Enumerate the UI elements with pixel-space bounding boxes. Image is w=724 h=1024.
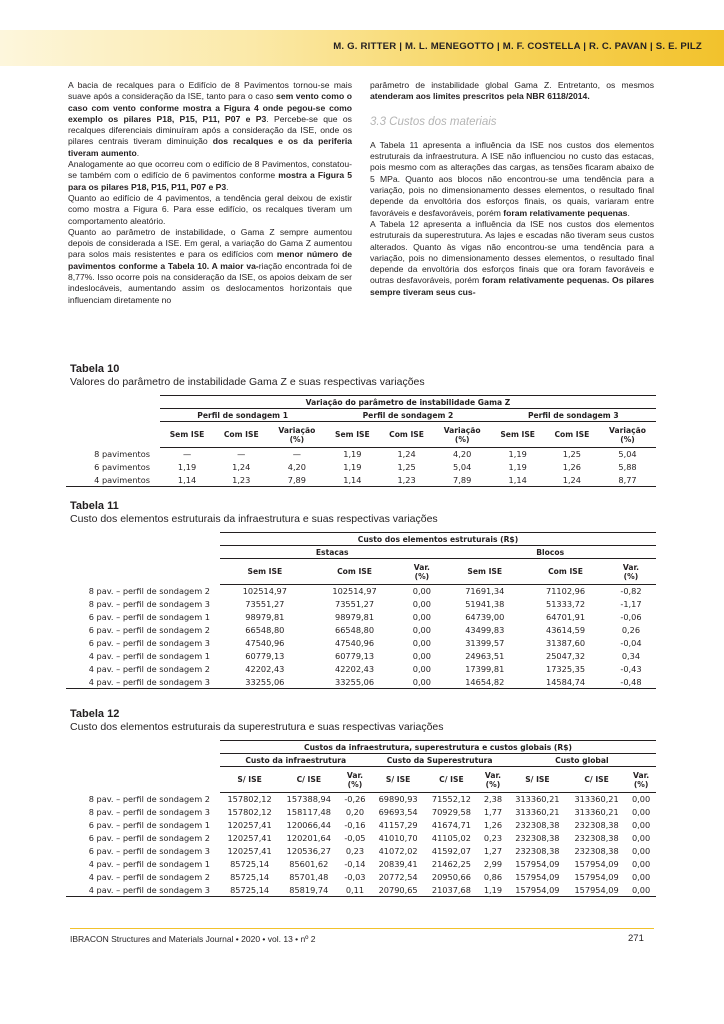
table-cell: 0,00 (631, 820, 651, 830)
table-cell: 0,34 (621, 651, 641, 661)
table-cell: 120257,41 (227, 846, 272, 856)
table-cell: 1,26 (483, 820, 503, 830)
row-label: 4 pav. – perfil de sondagem 2 (88, 872, 210, 882)
table-cell: 0,23 (345, 846, 365, 856)
group-header: Custo dos elementos estruturais (R$) (220, 533, 656, 546)
page-number: 271 (628, 933, 644, 944)
table-row (66, 884, 656, 897)
table-cell: 5,04 (453, 462, 472, 472)
table-cell: 60779,13 (245, 651, 285, 661)
left-paragraph: Analogamente ao que ocorreu com o edifício de 8 Pavimentos, constatou-se também com o edifício de 6 pavimentos conforme mostra a Figura 5 para os pilares P18, P15, P11, P07 e P3. (68, 159, 353, 192)
row-label: 6 pav. – perfil de sondagem 3 (88, 638, 210, 648)
subgroup-header: Perfil de sondagem 2 (325, 409, 490, 422)
table-cell: 120257,41 (227, 820, 272, 830)
table-cell: 98979,81 (245, 612, 285, 622)
row-label: 4 pav. – perfil de sondagem 3 (66, 884, 220, 897)
table-cell: 1,25 (397, 462, 416, 472)
table-cell: 21462,25 (431, 859, 471, 869)
table-cell: 85819,74 (279, 884, 338, 897)
table-cell: -1,17 (620, 599, 642, 609)
blank-cell (66, 754, 220, 767)
column-header: Sem ISE (160, 422, 214, 448)
column-header: Com ISE (310, 559, 400, 585)
table-row (66, 474, 656, 487)
table-cell: 4,20 (453, 449, 472, 460)
table-cell: 64701,91 (545, 612, 586, 622)
table-cell: 232308,38 (574, 820, 619, 830)
right-paragraph: A Tabela 11 apresenta a influência da ISE nos custos dos elementos estruturais da infraestrutura. A ISE não influenciou no custo das estacas, pois mesmo com as alterações das cargas, as tensões ficaram abaixo de 5 MPa. Quanto aos blocos não encontrou-se uma tendência para a variação, pois no dimensionamento desses elementos, o resultado final depende da envoltória dos esforços finais, os quais, variaram entre favoráveis e desfavoráveis, porém foram relativamente pequenas. (370, 139, 654, 218)
table10-caption (70, 363, 425, 388)
table-row (66, 448, 656, 461)
table-row (66, 676, 656, 689)
table-cell: 66548,80 (334, 625, 375, 635)
table-cell: 1,19 (508, 449, 527, 460)
table12 (66, 740, 656, 897)
table-row (66, 611, 656, 624)
blank-cell (66, 546, 220, 559)
table-row (66, 806, 656, 819)
blank-cell (66, 396, 160, 409)
table-cell: -0,48 (606, 676, 656, 689)
table-cell: — (237, 449, 246, 460)
table-cell: 1,14 (325, 474, 379, 487)
column-header: Com ISE (545, 422, 599, 448)
section-title: 3.3 Custos dos materiais (370, 115, 497, 128)
table-cell: 71552,12 (431, 794, 471, 805)
table-cell: 20950,66 (431, 872, 471, 882)
table-cell: 20839,41 (378, 859, 418, 869)
table-cell: 232308,38 (515, 846, 560, 856)
table-cell: 42202,43 (245, 664, 285, 674)
row-label: 6 pavimentos (94, 462, 150, 472)
column-header: S/ ISE (508, 767, 567, 793)
table-cell: -0,16 (344, 820, 366, 830)
table-cell: 157954,09 (508, 884, 567, 897)
table-cell: 0,20 (345, 807, 365, 817)
table-cell: 232308,38 (515, 833, 560, 843)
table-row (66, 663, 656, 676)
table-cell: 41592,07 (431, 846, 471, 856)
table-cell: 232308,38 (515, 820, 560, 830)
table-cell: 33255,06 (310, 676, 400, 689)
table-cell: 2,99 (483, 859, 503, 869)
table12-number: Tabela 12 (70, 708, 120, 720)
row-label: 4 pav. – perfil de sondagem 1 (88, 651, 210, 661)
table-cell: -0,03 (344, 872, 366, 882)
table-cell: 0,00 (631, 872, 651, 882)
table12-caption (70, 708, 444, 733)
column-header: Com ISE (214, 422, 268, 448)
column-header: Sem ISE (444, 559, 525, 585)
table-cell: 14584,74 (525, 676, 606, 689)
left-paragraph: Quanto ao edifício de 4 pavimentos, a tendência geral deixou de existir como mostra a Figura 6. Para esse edifício, os recalques tiveram um comportamento aleatório. (68, 192, 352, 226)
table-cell: 1,19 (508, 462, 527, 472)
table-cell: 73551,27 (245, 599, 285, 609)
table-cell: 33255,06 (220, 676, 310, 689)
column-header: Var. (%) (478, 767, 508, 793)
table-cell: 1,24 (397, 449, 416, 460)
table-row (66, 637, 656, 650)
footer-rule (70, 928, 654, 929)
row-label: 6 pav. – perfil de sondagem 2 (88, 625, 210, 635)
column-header: Variação (%) (599, 422, 656, 448)
table-cell: 7,89 (434, 474, 491, 487)
table12-title: Custo dos elementos estruturais da superestrutura e suas respectivas variações (70, 721, 444, 733)
table-cell: 1,25 (562, 449, 581, 460)
table-cell: 1,19 (343, 462, 362, 472)
table-cell: 5,04 (618, 449, 637, 460)
column-header: Com ISE (525, 559, 606, 585)
table-cell: 71102,96 (545, 586, 586, 597)
table-row (66, 585, 656, 598)
column-header: Sem ISE (491, 422, 545, 448)
blank-cell (66, 409, 160, 422)
table-cell: 0,23 (483, 833, 503, 843)
row-label: 8 pav. – perfil de sondagem 3 (88, 599, 210, 609)
table-cell: 41157,29 (378, 820, 418, 830)
column-header: Sem ISE (220, 559, 310, 585)
table-cell: -0,26 (344, 794, 366, 805)
subgroup-header: Custo da Superestrutura (371, 754, 507, 767)
table-cell: 47540,96 (245, 638, 285, 648)
table11-caption (70, 500, 438, 525)
table-cell: 120536,27 (286, 846, 331, 856)
table10-number: Tabela 10 (70, 363, 120, 375)
table-cell: 70929,58 (431, 807, 471, 817)
row-label: 6 pav. – perfil de sondagem 1 (88, 820, 210, 830)
row-label: 4 pav. – perfil de sondagem 1 (88, 859, 210, 869)
row-label: 6 pav. – perfil de sondagem 3 (88, 846, 210, 856)
table-cell: 0,00 (626, 884, 656, 897)
table-cell: 1,14 (160, 474, 214, 487)
table-cell: -0,05 (344, 833, 366, 843)
table-cell: -0,43 (620, 664, 642, 674)
table-row (66, 858, 656, 871)
table-cell: 232308,38 (574, 846, 619, 856)
column-header: C/ ISE (425, 767, 478, 793)
table-row (66, 461, 656, 474)
row-label: 8 pav. – perfil de sondagem 3 (88, 807, 210, 817)
table-cell: 1,77 (483, 807, 503, 817)
table-cell: 313360,21 (515, 807, 560, 817)
subgroup-header: Perfil de sondagem 1 (160, 409, 325, 422)
table-cell: 69890,93 (378, 794, 418, 805)
table-cell: 0,86 (483, 872, 503, 882)
column-header: Sem ISE (325, 422, 379, 448)
column-header: C/ ISE (567, 767, 626, 793)
table11-title: Custo dos elementos estruturais da infraestrutura e suas respectivas variações (70, 513, 438, 525)
table-cell: 1,24 (545, 474, 599, 487)
table-row (66, 650, 656, 663)
table-cell: 120257,41 (227, 833, 272, 843)
table-cell: 0,00 (412, 651, 431, 661)
table-row (66, 598, 656, 611)
subgroup-header: Perfil de sondagem 3 (491, 409, 656, 422)
table-cell: 0,26 (621, 625, 641, 635)
table-cell: 51941,38 (465, 599, 505, 609)
table-row (66, 793, 656, 806)
table-cell: 47540,96 (334, 638, 375, 648)
table-cell: 0,00 (412, 664, 431, 674)
table-cell: 43614,59 (545, 625, 586, 635)
table-cell: 157954,09 (567, 884, 626, 897)
table-cell: 0,00 (631, 846, 651, 856)
table-cell: 85725,14 (220, 884, 279, 897)
table-cell: 0,00 (412, 586, 431, 597)
table-cell: 1,26 (562, 462, 581, 472)
table-row (66, 832, 656, 845)
row-label: 6 pav. – perfil de sondagem 2 (88, 833, 210, 843)
table-cell: — (292, 449, 301, 460)
table-row (66, 845, 656, 858)
table-cell: 8,77 (599, 474, 656, 487)
table-cell: 157802,12 (227, 807, 272, 817)
subgroup-header: Custo global (508, 754, 656, 767)
table11-number: Tabela 11 (70, 500, 119, 512)
row-label: 6 pav. – perfil de sondagem 1 (88, 612, 210, 622)
table-cell: 1,19 (478, 884, 508, 897)
right-intro-paragraph: parâmetro de instabilidade global Gama Z. Entretanto, os mesmos atenderam aos limites prescritos pela NBR 6118/2014. (370, 80, 654, 102)
table-cell: 25047,32 (545, 651, 586, 661)
table-cell: 85601,62 (289, 859, 329, 869)
table-cell: 41674,71 (431, 820, 471, 830)
table-cell: 42202,43 (334, 664, 375, 674)
table10 (66, 395, 656, 487)
table-cell: 120201,64 (286, 833, 331, 843)
table-cell: 0,00 (631, 807, 651, 817)
table-cell: 157954,09 (515, 859, 560, 869)
group-header: Variação do parâmetro de instabilidade Gama Z (160, 396, 656, 409)
column-header: Var. (%) (338, 767, 371, 793)
column-header: C/ ISE (279, 767, 338, 793)
row-label: 8 pav. – perfil de sondagem 2 (88, 586, 210, 596)
table-cell: 1,19 (343, 449, 362, 460)
table-cell: 69693,54 (378, 807, 418, 817)
table-cell: 17325,35 (545, 664, 586, 674)
table-cell: -0,14 (344, 859, 366, 869)
table-cell: 157954,09 (515, 872, 560, 882)
left-paragraph: A bacia de recalques para o Edifício de 8 Pavimentos tornou-se mais suave após a consideração da ISE, tanto para o caso sem vento como o caso com vento conforme mostra a Figura 4 onde pegou-se como exemplo os pilares P18, P15, P11, P07 e P3. Percebe-se que os recalques diferenciais diminuíram após a consideração da ISE, onde os pilares centrais tiveram diminuição dos recalques e os da periferia tiveram aumento. (68, 80, 352, 158)
table-row (66, 871, 656, 884)
table-cell: 102514,97 (332, 586, 377, 597)
table-cell: 0,00 (399, 676, 444, 689)
table-row (66, 819, 656, 832)
subgroup-header: Estacas (220, 546, 444, 559)
table-cell: 5,88 (618, 462, 637, 472)
subgroup-header: Custo da infraestrutura (220, 754, 371, 767)
table-cell: 7,89 (268, 474, 325, 487)
left-paragraph: Quanto ao parâmetro de instabilidade, o Gama Z sempre aumentou depois de considerada a ISE. Em geral, a variação do Gama Z aumentou para solos mais resistentes e para os edifícios com menor número de pavimentos conforme a Tabela 10. A maior va-riação encontrada foi de 8,77%. Isso ocorre pois na consideração da ISE, os apoios deixam de ser indeslocáveis, aumentando assim os deslocamentos horizontais que influenciam diretamente no (68, 226, 352, 305)
blank-cell (66, 422, 160, 448)
table-cell: 17399,81 (465, 664, 505, 674)
row-label: 4 pav. – perfil de sondagem 2 (88, 664, 210, 674)
table-cell: 313360,21 (515, 794, 560, 805)
table-cell: 31387,60 (545, 638, 586, 648)
table-cell: 232308,38 (574, 833, 619, 843)
column-header: Com ISE (379, 422, 433, 448)
row-label: 8 pavimentos (94, 449, 150, 459)
row-label: 4 pav. – perfil de sondagem 3 (66, 676, 220, 689)
row-label: 8 pav. – perfil de sondagem 2 (88, 794, 210, 804)
table-cell: 157954,09 (574, 872, 619, 882)
table-cell: 85725,14 (230, 859, 270, 869)
header-bar (0, 30, 724, 66)
table-cell: 24963,51 (465, 651, 505, 661)
table-cell: 120066,44 (286, 820, 331, 830)
table-cell: 73551,27 (334, 599, 375, 609)
right-paragraph: A Tabela 12 apresenta a influência da ISE nos custos dos elementos estruturais da superestrutura. As lajes e escadas não tiveram seus custos alterados. Quanto às vigas não encontrou-se uma tendência para a variação, pois no dimensionamento desses elementos, o resultado final depende da envoltória dos esforços finais que ora foram favoráveis e outras desfavoráveis, porém foram relativamente pequenas. Os pilares sempre tiveram seus cus- (370, 218, 654, 297)
blank-cell (66, 533, 220, 546)
row-label: 4 pavimentos (66, 474, 160, 487)
table-cell: 41105,02 (431, 833, 471, 843)
column-header: Variação (%) (434, 422, 491, 448)
column-header: S/ ISE (220, 767, 279, 793)
left-column (68, 80, 352, 306)
table-cell: 98979,81 (334, 612, 375, 622)
table-cell: 1,27 (483, 846, 503, 856)
table-cell: 1,23 (214, 474, 268, 487)
table-cell: 41072,02 (378, 846, 418, 856)
table-cell: 21037,68 (425, 884, 478, 897)
table-cell: 66548,80 (245, 625, 285, 635)
table-cell: 71691,34 (465, 586, 505, 597)
blank-cell (66, 767, 220, 793)
table-cell: 85701,48 (289, 872, 329, 882)
table-cell: 41010,70 (378, 833, 418, 843)
table-cell: 1,19 (177, 462, 197, 472)
group-header: Custos da infraestrutura, superestrutura e custos globais (R$) (220, 741, 656, 754)
table-cell: 64739,00 (465, 612, 505, 622)
column-header: S/ ISE (371, 767, 424, 793)
right-column (370, 80, 654, 298)
table-cell: -0,82 (620, 586, 642, 597)
table-cell: 313360,21 (574, 807, 619, 817)
table-cell: 1,24 (232, 462, 251, 472)
table-cell: 0,00 (412, 612, 431, 622)
blank-cell (66, 559, 220, 585)
table10-title: Valores do parâmetro de instabilidade Gama Z e suas respectivas variações (70, 376, 425, 388)
table-cell: 158117,48 (286, 807, 331, 817)
table-cell: 157802,12 (227, 794, 272, 805)
table-cell: -0,06 (620, 612, 642, 622)
table-cell: 60779,13 (334, 651, 375, 661)
column-header: Var. (%) (399, 559, 444, 585)
table-cell: 313360,21 (574, 794, 619, 805)
table-cell: 2,38 (483, 794, 503, 805)
footer-journal: IBRACON Structures and Materials Journal • 2020 • vol. 13 • nº 2 (70, 934, 316, 944)
table-cell: 20772,54 (378, 872, 418, 882)
table-cell: 0,00 (412, 599, 431, 609)
table-cell: 0,00 (631, 794, 651, 805)
table-cell: 4,20 (287, 462, 306, 472)
column-header: Var. (%) (626, 767, 656, 793)
column-header: Variação (%) (268, 422, 325, 448)
table-cell: -0,04 (620, 638, 642, 648)
table-cell: 157388,94 (286, 794, 331, 805)
column-header: Var. (%) (606, 559, 656, 585)
table-cell: 43499,83 (465, 625, 505, 635)
table-cell: 157954,09 (574, 859, 619, 869)
table-cell: 0,00 (412, 625, 431, 635)
table-cell: 102514,97 (242, 586, 287, 597)
table-cell: 14654,82 (444, 676, 525, 689)
table-cell: 1,14 (491, 474, 545, 487)
table-cell: 0,00 (631, 859, 651, 869)
right-paragraphs (370, 140, 654, 298)
table-cell: 51333,72 (545, 599, 586, 609)
table-row (66, 624, 656, 637)
table-cell: 0,00 (412, 638, 431, 648)
table11 (66, 532, 656, 689)
table-cell: 0,00 (631, 833, 651, 843)
table-cell: 85725,14 (230, 872, 270, 882)
table-cell: — (182, 449, 192, 460)
table-cell: 31399,57 (465, 638, 505, 648)
table-cell: 20790,65 (371, 884, 424, 897)
blank-cell (66, 741, 220, 754)
header-authors: M. G. RITTER | M. L. MENEGOTTO | M. F. COSTELLA | R. C. PAVAN | S. E. PILZ (333, 41, 702, 52)
table-cell: 1,23 (379, 474, 433, 487)
subgroup-header: Blocos (444, 546, 656, 559)
table-cell: 0,11 (338, 884, 371, 897)
